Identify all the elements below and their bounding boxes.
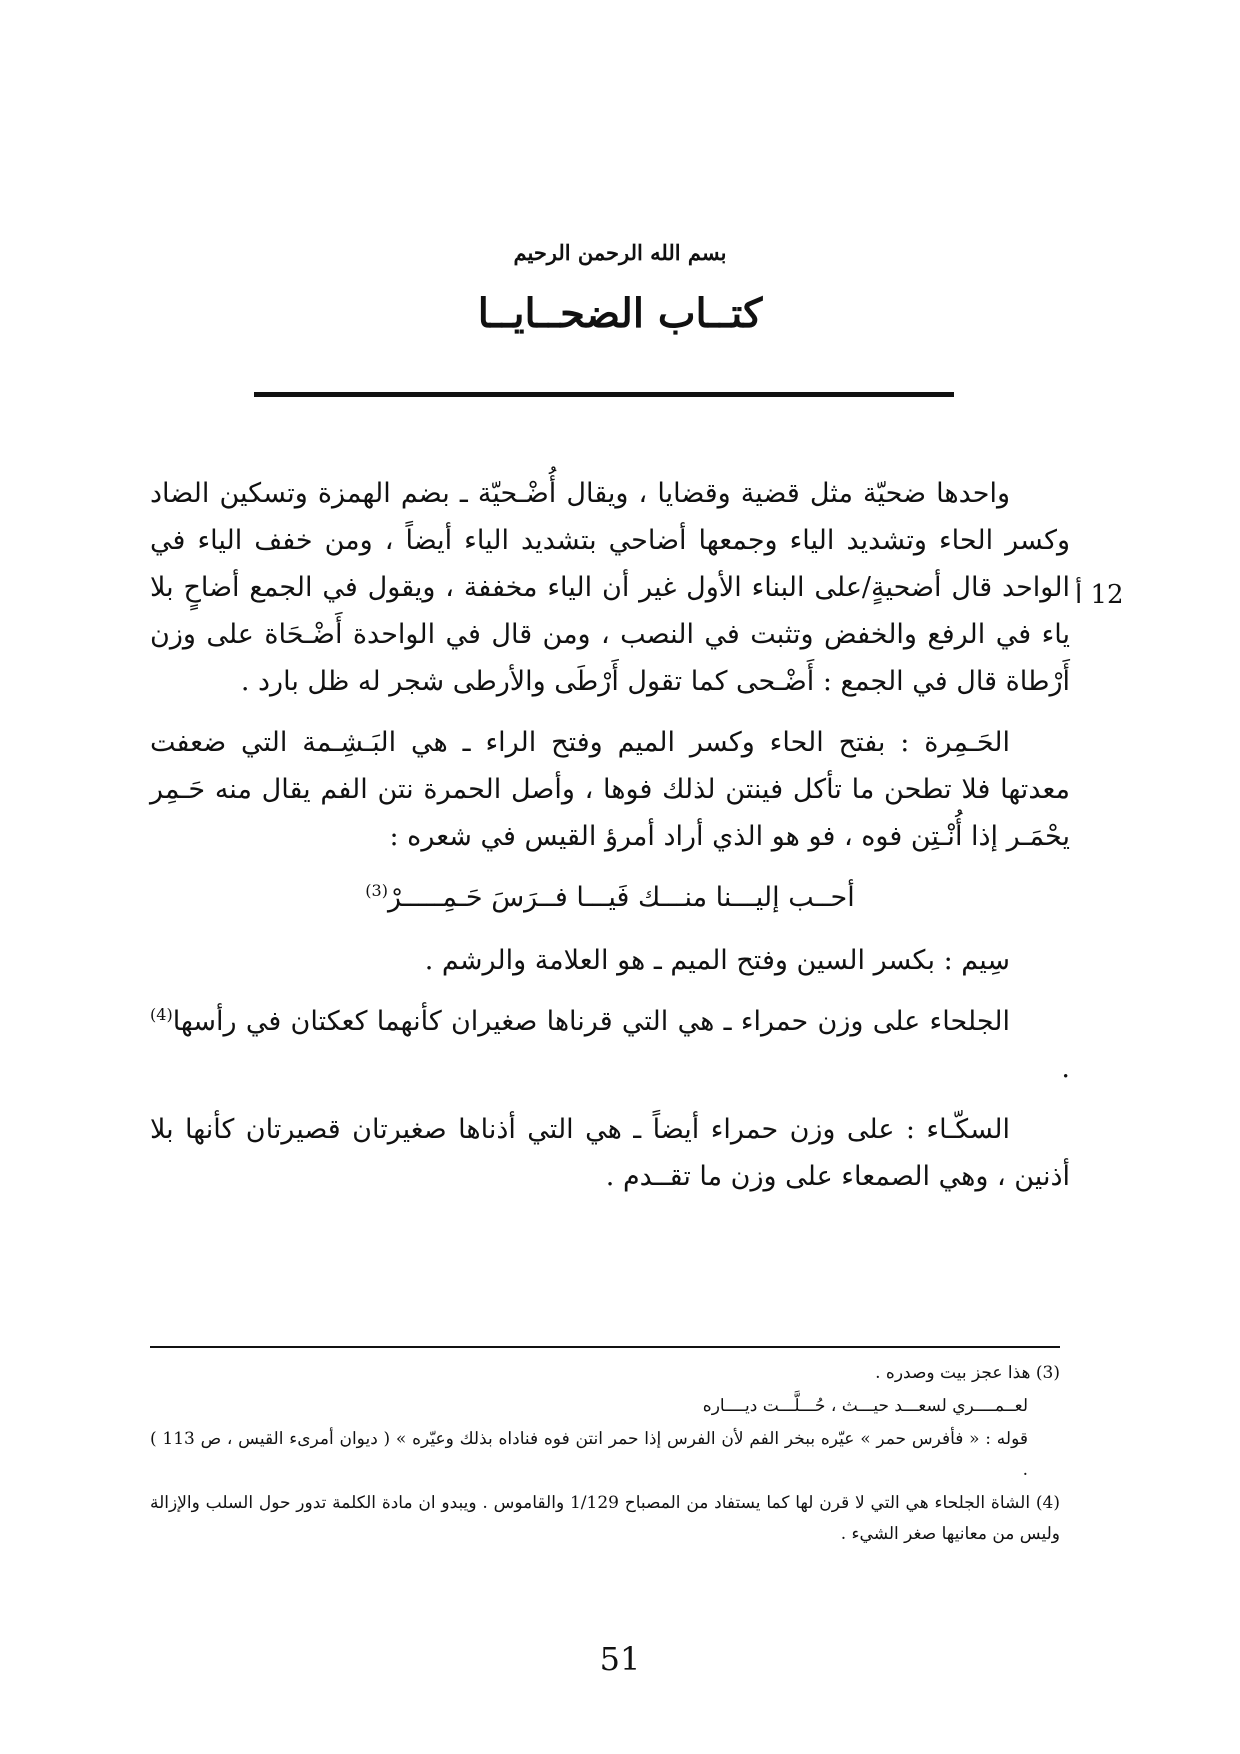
paragraph-udhiya: واحدها ضحيّة مثل قضية وقضايا ، ويقال أُضْـحيّة ـ بضم الهمزة وتسكين الضاد وكسر الحاء وتشديد الياء وجمعها أضاحي بتشديد الياء أيضاً ، ومن خفف الياء في الواحد قال أضحيةٍ/على البناء الأول غير أن الياء مخففة ، ويقول في الجمع أضاحٍ بلا ياء في الرفع والخفض وتثبت في النصب ، ومن قال في الواحدة أَضْـحَاة على وزن أَرْطاة قال في الجمع : أَضْـحى كما تقول أَرْطَى والأرطى شجر له ظل بارد . bbox=[150, 478, 1070, 697]
footnote-4: (4) الشاة الجلحاء هي التي لا قرن لها كما يستفاد من المصباح 1/129 والقاموس . ويبدو ان مادة الكلمة تدور حول السلب والإزالة وليس من معانيها صغر الشيء . bbox=[150, 1493, 1060, 1544]
basmala-heading: بسم الله الرحمن الرحيم bbox=[513, 240, 727, 265]
main-text bbox=[150, 470, 1070, 1214]
paragraph-jalha bbox=[150, 998, 1070, 1092]
footnote-3-line-3: قوله : « فأفرس حمر » عيّره ببخر الفم لأن الفرس إذا حمر انتن فوه فناداه بذلك وعيّره » ( ديوان أمرىء القيس ، ص 113 ) . bbox=[150, 1429, 1028, 1480]
chapter-title: كتــاب الضحــايــا bbox=[477, 290, 763, 337]
footnote-3-line-1: (3) هذا عجز بيت وصدره . bbox=[875, 1363, 1060, 1383]
paragraph-sakka: السكّـاء : على وزن حمراء أيضاً ـ هي التي أذناها صغيرتان قصيرتان كأنها بلا أذنين ، وهي الصمعاء على وزن ما تقــدم . bbox=[150, 1114, 1070, 1192]
jalha-footnote-marker: (4) bbox=[150, 1005, 173, 1024]
footnotes-section bbox=[150, 1358, 1060, 1552]
page-number: 51 bbox=[599, 1640, 641, 1678]
folio-margin-note: 12 أ bbox=[1075, 580, 1124, 610]
paragraph-jalha-text: الجلحاء على وزن حمراء ـ هي التي قرناها صغيران كأنهما كعكتان في رأسها bbox=[172, 1006, 1010, 1037]
footnote-3-line-2: لعــمــــري لسعـــد حيـــث ، حُـــلَّـــت ديــــاره bbox=[702, 1396, 1028, 1416]
title-divider bbox=[254, 392, 954, 397]
paragraph-hamira: الحَـمِرة : بفتح الحاء وكسر الميم وفتح الراء ـ هي البَـشِـمة التي ضعفت معدتها فلا تطحن ما تأكل فينتن لذلك فوها ، وأصل الحمرة نتن الفم يقال منه حَـمِر يحْمَـر إذا أُنْـتِن فوه ، فو هو الذي أراد أمرؤ القيس في شعره : bbox=[150, 727, 1070, 852]
verse-line bbox=[150, 874, 1070, 921]
paragraph-jalha-end: . bbox=[1061, 1053, 1070, 1084]
footnote-divider bbox=[150, 1346, 1060, 1348]
paragraph-sim: سِيم : بكسر السين وفتح الميم ـ هو العلامة والرشم . bbox=[424, 945, 1010, 976]
verse-text: أحــب إليـــنا منـــك فَيـــا فــرَسَ حَـمِـــــرْ bbox=[387, 882, 855, 913]
verse-footnote-marker: (3) bbox=[365, 881, 388, 900]
